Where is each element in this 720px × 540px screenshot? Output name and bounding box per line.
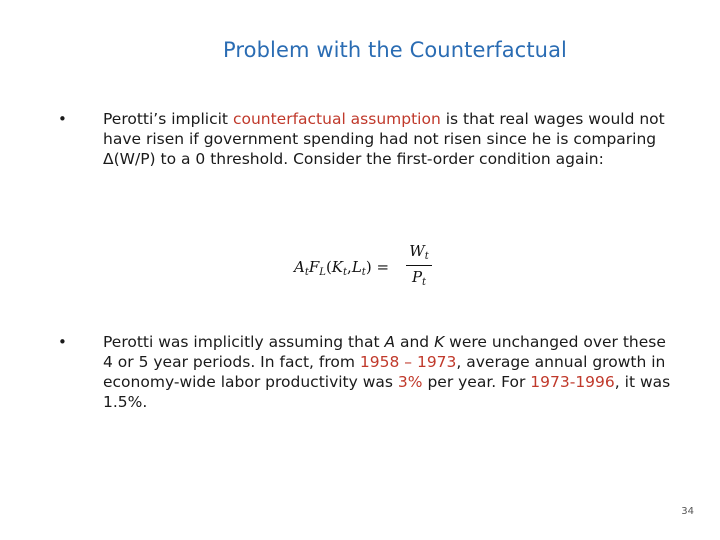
equation-lhs: $A_tF_L(K_t,L_t)$ = [294, 258, 390, 278]
text-span: were unchanged over these 4 or 5 year periods. In fact, from [103, 333, 666, 371]
bullet-text-productivity [103, 332, 678, 412]
italic-a: A [384, 333, 396, 351]
text-span: Perotti’s implicit [103, 110, 233, 128]
slide-title: Problem with the Counterfactual [223, 38, 567, 62]
first-order-condition-equation [294, 242, 444, 298]
bullet-marker: • [58, 333, 67, 351]
text-span: per year. For [422, 373, 531, 391]
fraction-denominator: $P_t$ [411, 268, 427, 288]
text-span: Perotti was implicitly assuming that [103, 333, 385, 351]
highlight-1958-1973: 1958 – 1973 [359, 353, 457, 371]
fraction-bar [406, 265, 432, 266]
highlight-counterfactual-assumption: counterfactual assumption [232, 110, 441, 128]
text-span: and [395, 333, 435, 351]
text-span: , it was 1.5%. [103, 373, 671, 411]
highlight-3-percent: 3% [397, 373, 423, 391]
equation-fraction [406, 242, 432, 290]
text-span: , average annual growth in economy-wide labor productivity was [103, 353, 666, 391]
text-span: is that real wages would not have risen if government spending had not risen since he is comparing Δ(W/P) to a 0 threshold. Consider the first-order condition again: [103, 110, 665, 168]
bullet-marker: • [58, 110, 67, 128]
italic-k: K [434, 333, 445, 351]
fraction-numerator: $W_t$ [409, 242, 429, 262]
page-number: 34 [681, 506, 694, 517]
bullet-text-counterfactual [103, 109, 678, 169]
highlight-1973-1996: 1973-1996 [530, 373, 615, 391]
